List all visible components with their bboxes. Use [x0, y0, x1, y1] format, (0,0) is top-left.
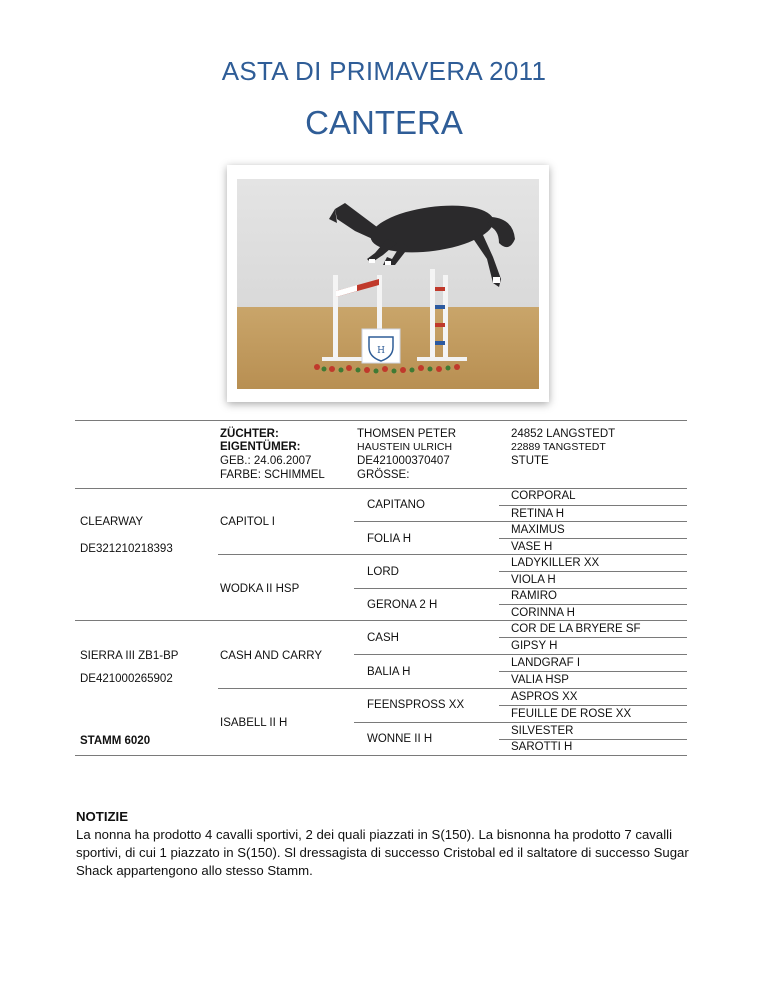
- great-grandparent: WONNE II H: [367, 733, 433, 745]
- divider: [75, 755, 687, 756]
- great-great-grandparent: ASPROS XX: [511, 691, 578, 703]
- divider: [354, 521, 687, 522]
- great-grandparent: CAPITANO: [367, 499, 425, 511]
- dam-number: DE421000265902: [80, 673, 173, 685]
- great-great-grandparent: RETINA H: [511, 508, 565, 520]
- auction-title: ASTA DI PRIMAVERA 2011: [221, 56, 547, 86]
- great-grandparent: GERONA 2 H: [367, 599, 438, 611]
- sex: STUTE: [511, 455, 549, 467]
- great-great-grandparent: LANDGRAF I: [511, 657, 581, 669]
- sire-number: DE321210218393: [80, 543, 173, 555]
- svg-text:H: H: [377, 346, 385, 356]
- great-great-grandparent: VASE H: [511, 541, 553, 553]
- divider: [354, 654, 687, 655]
- horse-jumping-illustration: [237, 179, 539, 389]
- divider: [218, 688, 687, 689]
- great-grandparent: LORD: [367, 566, 399, 578]
- great-great-grandparent: FEUILLE DE ROSE XX: [511, 708, 632, 720]
- grandparent: CAPITOL I: [220, 516, 275, 528]
- great-grandparent: BALIA H: [367, 666, 411, 678]
- great-great-grandparent: SAROTTI H: [511, 741, 573, 753]
- divider: [499, 739, 687, 740]
- divider: [499, 671, 687, 672]
- divider: [499, 571, 687, 572]
- divider: [499, 505, 687, 506]
- great-grandparent: CASH: [367, 632, 399, 644]
- horse-photo-frame: [227, 165, 549, 402]
- divider: [499, 538, 687, 539]
- great-great-grandparent: SILVESTER: [511, 725, 574, 737]
- great-great-grandparent: GIPSY H: [511, 640, 558, 652]
- size-label: GRÖSSE:: [357, 469, 410, 481]
- great-grandparent: FOLIA H: [367, 533, 412, 545]
- pedigree-table: [75, 420, 687, 760]
- great-great-grandparent: MAXIMUS: [511, 524, 565, 536]
- grandparent: CASH AND CARRY: [220, 650, 323, 662]
- great-great-grandparent: CORPORAL: [511, 490, 576, 502]
- great-great-grandparent: CORINNA H: [511, 607, 575, 619]
- coat-color: FARBE: SCHIMMEL: [220, 469, 325, 481]
- owner-city: 22889 TANGSTEDT: [511, 441, 606, 453]
- owner-name: HAUSTEIN ULRICH: [357, 441, 453, 453]
- great-great-grandparent: VIOLA H: [511, 574, 556, 586]
- registration-number: DE421000370407: [357, 455, 450, 467]
- divider: [218, 554, 687, 555]
- birth-date: GEB.: 24.06.2007: [220, 455, 312, 467]
- divider: [354, 722, 687, 723]
- grandparent: WODKA II HSP: [220, 583, 300, 595]
- great-great-grandparent: VALIA HSP: [511, 674, 569, 686]
- great-great-grandparent: RAMIRO: [511, 590, 557, 602]
- divider: [75, 620, 687, 621]
- breeder-city: 24852 LANGSTEDT: [511, 428, 616, 440]
- great-great-grandparent: LADYKILLER XX: [511, 557, 600, 569]
- horse-name: CANTERA: [305, 104, 463, 141]
- sire-name: CLEARWAY: [80, 516, 144, 528]
- divider: [499, 604, 687, 605]
- great-grandparent: FEENSPROSS XX: [367, 699, 465, 711]
- divider: [354, 588, 687, 589]
- notes-heading: NOTIZIE: [76, 809, 129, 824]
- horse-photo: [237, 179, 539, 389]
- breeder-label: ZÜCHTER:: [220, 428, 279, 440]
- stamm-number: STAMM 6020: [80, 735, 151, 747]
- great-great-grandparent: COR DE LA BRYERE SF: [511, 623, 641, 635]
- notes-section: [76, 808, 696, 880]
- owner-label: EIGENTÜMER:: [220, 441, 301, 453]
- notes-text: La nonna ha prodotto 4 cavalli sportivi, 2 dei quali piazzati in S(150). La bisnonna ha prodotto 7 cavalli sportivi, di cui 1 piazzato in S(150). Sl dressagista di successo Cristobal ed il saltatore di successo Sugar Shack appartengono allo stesso Stamm.: [76, 827, 689, 878]
- divider: [75, 420, 687, 421]
- divider: [499, 705, 687, 706]
- divider: [75, 488, 687, 489]
- dam-name: SIERRA III ZB1-BP: [80, 650, 179, 662]
- breeder-name: THOMSEN PETER: [357, 428, 457, 440]
- divider: [499, 637, 687, 638]
- grandparent: ISABELL II H: [220, 717, 288, 729]
